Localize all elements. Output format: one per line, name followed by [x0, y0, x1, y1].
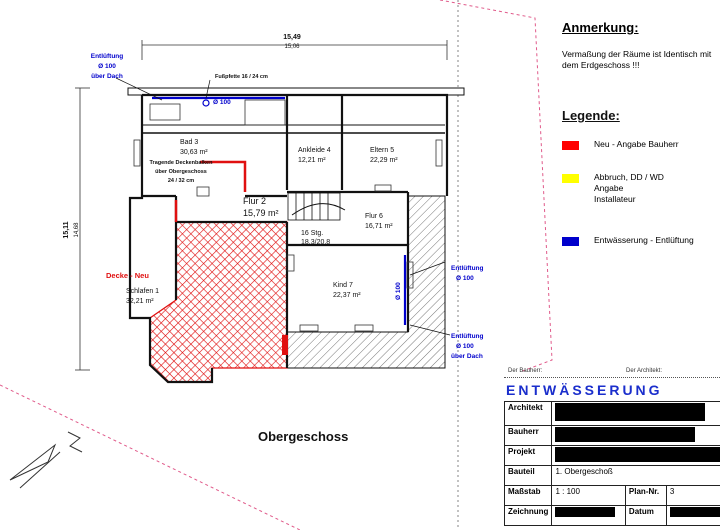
signature-line: [504, 377, 720, 378]
notes-text: Vermaßung der Räume ist Identisch mit dem Erdgeschoss !!!: [562, 49, 712, 70]
vent-right2-line1: Entlüftung: [451, 333, 484, 340]
beam-note-1: Tragende Deckenbalken: [149, 160, 213, 166]
hatched-area: [287, 196, 445, 368]
dia-kind-label: Ø 100: [395, 282, 402, 300]
beam-note-2: über Obergeschoss: [155, 169, 207, 175]
room-eltern-name: Eltern 5: [370, 147, 395, 154]
radiator-kind: [300, 325, 318, 331]
north-arrow: [10, 432, 82, 488]
title-block: [500, 367, 720, 530]
legend-label-new: Neu - Angabe Bauherr: [594, 139, 679, 149]
projekt-label: Projekt: [505, 446, 552, 466]
zeichnung-label: Zeichnung: [505, 506, 552, 526]
bauherr-label: Bauherr: [505, 426, 552, 446]
vent-right1-line1: Entlüftung: [451, 265, 484, 272]
dim-top-sub: 15,06: [284, 44, 300, 50]
legend-label-abbruch: Abbruch, DD / WD Angabe Installateur: [594, 172, 664, 204]
architekt-value: [552, 402, 720, 426]
architekt-label: Architekt: [505, 402, 552, 426]
stairs-line2: 18,3/20,8: [301, 239, 331, 246]
room-bad-area: 30,63 m²: [180, 149, 208, 156]
bauherr-redaction: [555, 427, 695, 442]
room-schlafen-name: Schlafen 1: [126, 288, 160, 295]
projekt-redaction: [555, 447, 720, 462]
legend-item-drainage: [562, 235, 717, 249]
plan-title: ENTWÄSSERUNG: [506, 382, 663, 398]
drain-point: [203, 100, 209, 106]
legend-item-abbruch: [562, 172, 717, 218]
bauteil-label: Bauteil: [505, 466, 552, 486]
plannr-value: 3: [666, 486, 720, 506]
vent-top-line3: über Dach: [91, 73, 123, 80]
beam-note-3: 24 / 32 cm: [167, 178, 195, 184]
dim-left-main: 15,11: [63, 221, 70, 239]
massstab-label: Maßstab: [505, 486, 552, 506]
new-ceiling-area: [150, 222, 287, 382]
vent-right1-line2: Ø 100: [456, 275, 474, 282]
radiator-eltern: [375, 185, 391, 191]
window-bad: [134, 140, 140, 166]
dia-top-label: Ø 100: [213, 99, 231, 106]
plannr-label: Plan-Nr.: [625, 486, 666, 506]
owner-small-label: Der Bauherr:: [508, 368, 543, 374]
room-bad-name: Bad 3: [180, 139, 199, 146]
room-flur2-area: 15,79 m²: [243, 208, 279, 218]
datum-label: Datum: [625, 506, 666, 526]
vent-right2-line3: über Dach: [451, 353, 483, 360]
legend-label-drainage: Entwässerung - Entlüftung: [594, 235, 694, 245]
bathtub: [150, 104, 180, 120]
shower: [245, 100, 285, 125]
fusspfette-label: Fußpfette 16 / 24 cm: [215, 74, 268, 80]
decke-neu-label: Decke - Neu: [106, 271, 149, 280]
bauteil-value: 1. Obergeschoß: [552, 466, 720, 486]
room-eltern-area: 22,29 m²: [370, 157, 398, 164]
massstab-value: 1 : 100: [552, 486, 625, 506]
legend-swatch-yellow: [562, 174, 579, 183]
architekt-redaction: [555, 403, 705, 421]
architect-small-label: Der Architekt:: [626, 368, 663, 374]
datum-value: [666, 506, 720, 526]
red-block: [282, 335, 288, 355]
vent-top-line1: Entlüftung: [90, 53, 124, 60]
room-flur2-name: Flur 2: [243, 196, 267, 206]
notes-heading: Anmerkung:: [562, 20, 639, 35]
title-table: [504, 401, 720, 526]
vent-top-label: [91, 53, 124, 80]
room-kind-area: 22,37 m²: [333, 292, 361, 299]
floor-label: Obergeschoss: [258, 429, 349, 444]
room-kind-name: Kind 7: [333, 282, 353, 289]
dim-top-main: 15,49: [283, 34, 301, 41]
dim-left-sub: 14,68: [74, 222, 80, 238]
legend-swatch-blue: [562, 237, 579, 246]
bauherr-value: [552, 426, 720, 446]
notes-panel: [562, 20, 717, 71]
legend-item-new: [562, 139, 717, 153]
room-flur6-area: 16,71 m²: [365, 223, 393, 230]
window-eltern: [436, 140, 442, 166]
sink: [197, 187, 209, 196]
stairs-line1: 16 Stg.: [301, 230, 324, 237]
legend-swatch-red: [562, 141, 579, 150]
room-schlafen-area: 32,21 m²: [126, 298, 154, 305]
zeichnung-value: [552, 506, 625, 526]
vent-top-line2: Ø 100: [98, 63, 116, 70]
room-flur6-name: Flur 6: [365, 213, 383, 220]
vent-right2-line2: Ø 100: [456, 343, 474, 350]
staircase: [288, 193, 345, 220]
legend-heading: Legende:: [562, 108, 620, 123]
datum-redaction: [670, 507, 720, 517]
room-ankleide-name: Ankleide 4: [298, 147, 331, 154]
radiator-kind-2: [355, 325, 373, 331]
room-ankleide-area: 12,21 m²: [298, 157, 326, 164]
projekt-value: [552, 446, 720, 466]
zeichnung-redaction: [555, 507, 615, 517]
